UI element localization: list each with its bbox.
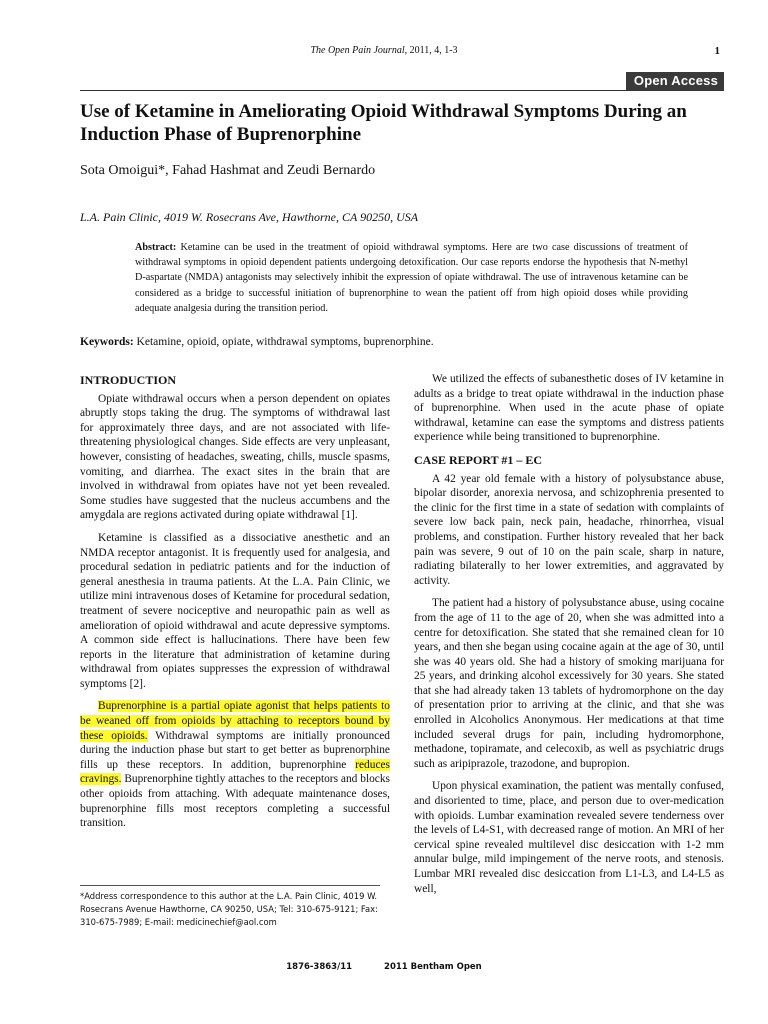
page-footer	[0, 962, 768, 972]
case-report-heading: CASE REPORT #1 – EC	[414, 452, 543, 467]
article-title: Use of Ketamine in Ameliorating Opioid Withdrawal Symptoms During an Induction Phase of Buprenorphine	[80, 101, 687, 145]
abstract-text: Ketamine can be used in the treatment of opioid withdrawal symptoms. Here are two case discussions of treatment of withdrawal symptoms in opioid dependent patients undergoing detoxification. Our case reports endorse the hypothesis that N-methyl D-aspartate (NMDA) antagonists may selectively inhibit the expression of opiate withdrawal. The use of intravenous ketamine can be considered as a bridge to successful initiation of buprenorphine to wean the patient off from high opioid doses while providing adequate analgesia during the transition period.	[135, 242, 688, 314]
highlighted-text: Buprenorphine is a partial opiate agonist that helps patients to be weaned off from opioids by attaching to receptors bound by these opioids.	[80, 700, 390, 742]
intro-paragraph-2: Ketamine is classified as a dissociative anesthetic and an NMDA receptor antagonist. It is frequently used for analgesia, and procedural sedation in pediatric patients and for the induction of general anesthesia in trauma patients. At the L.A. Pain Clinic, we utilize mini intravenous doses of Ketamine for procedural sedation, treatment of severe nociceptive and neuropathic pain as well as amelioration of opioid withdrawal and acute depressive symptoms. A common side effect is hallucinations. There have been few reports in the literature that administration of ketamine during withdrawal from opiates suppresses the expression of withdrawal symptoms [2].	[80, 531, 390, 690]
body-paragraph: We utilized the effects of subanesthetic doses of IV ketamine in adults as a bridge to treat opiate withdrawal in the induction phase of buprenorphine. When used in the acute phase of opiate withdrawal, ketamine can ease the symptoms and distress patients experience while being transitioned to buprenorphine.	[414, 373, 724, 444]
case-paragraph-2: The patient had a history of polysubstance abuse, using cocaine from the age of 11 to the age of 20, when she was admitted into a centre for detoxification. She stated that she remained clean for 10 years, and then she began using cocaine again at the age of 30, until she was 40 years old. She had a history of smoking marijuana for 25 years, and drinking alcohol excessively for 30 years. She stated that she had already taken 13 tablets of hydromorphone on the day of presentation prior to arriving at the clinic, and that she was enrolled in Alcoholics Anonymous. Her medications at that time included several drugs for pain, including hydromorphone, methadone, topiramate, and celecoxib, as well as psychiatric drugs such as aripiprazole, trazodone, and bupropion.	[414, 597, 724, 770]
keywords	[80, 336, 730, 348]
page-number: 1	[714, 45, 720, 57]
highlighted-text: reduces cravings.	[80, 758, 390, 786]
introduction-heading: INTRODUCTION	[80, 373, 177, 387]
case-paragraph-3: Upon physical examination, the patient was mentally confused, and disoriented to time, place, and person due to over-medication with opioids. Lumbar examination revealed severe tenderness over the levels of L4-S1, with decreased range of motion. An MRI of her cervical spine revealed multilevel disc desiccation with 1-2 mm annular bulge, mild impingement of the nerve roots, and stenosis. Lumbar MRI revealed disc desiccation from L1-L3, and L4-L5 as well,	[414, 780, 724, 895]
paragraph-text: Withdrawal symptoms are initially pronounced during the induction phase but start to get better as buprenorphine fills up these receptors. In addition, buprenorphine	[80, 729, 390, 771]
correspondence-footnote: *Address correspondence to this author at the L.A. Pain Clinic, 4019 W. Rosecrans Avenue Hawthorne, CA 90250, USA; Tel: 310-675-9121; Fax: 310-675-7989; E-mail: medicinechief@aol.com	[80, 891, 378, 927]
journal-name: The Open Pain Journal	[310, 45, 405, 56]
keywords-text: Ketamine, opioid, opiate, withdrawal symptoms, buprenorphine.	[133, 336, 434, 348]
right-column	[414, 372, 724, 904]
issn: 1876-3863/11	[286, 962, 353, 972]
abstract	[135, 240, 688, 316]
open-access-badge: Open Access	[626, 72, 724, 90]
affiliation: L.A. Pain Clinic, 4019 W. Rosecrans Ave, Hawthorne, CA 90250, USA	[80, 210, 419, 224]
running-head	[0, 45, 768, 56]
left-column	[80, 372, 390, 839]
intro-paragraph-1: Opiate withdrawal occurs when a person dependent on opiates abruptly stops taking the drug. The symptoms of withdrawal last for approximately three days, and are not associated with life-threatening physiological changes. Side effects are very unpleasant, however, consisting of headaches, sweating, chills, muscle spasms, vomiting, and diarrhea. The exact sites in the brain that are involved in withdrawal from opiates have not yet been revealed. Some studies have suggested that the nucleus accumbens and the amygdala are regions activated during opiate withdrawal [1].	[80, 392, 390, 522]
volume-info: , 2011, 4, 1-3	[404, 45, 458, 56]
header-rule	[80, 90, 724, 91]
abstract-label: Abstract:	[135, 242, 177, 253]
footnote-rule	[80, 885, 380, 886]
intro-paragraph-3	[80, 699, 390, 830]
authors: Sota Omoigui*, Fahad Hashmat and Zeudi Bernardo	[80, 163, 376, 178]
paragraph-text: Buprenorphine tightly attaches to the receptors and blocks other opioids from attaching. With adequate maintenance doses, buprenorphine fills most receptors completing a successful transition.	[80, 773, 390, 830]
publisher: 2011 Bentham Open	[384, 962, 482, 972]
case-paragraph-1: A 42 year old female with a history of polysubstance abuse, bipolar disorder, anorexia nervosa, and schizophrenia presented to the clinic for the first time in a state of sedation with complaints of severe low back pain, neck pain, headache, rhinorrhea, visual problems, and constipation. Further history revealed that her back pain was severe, 9 out of 10 on the pain scale, sharp in nature, radiating bilaterally to her lower extremities, and aggravated by activity.	[414, 472, 724, 587]
keywords-label: Keywords:	[80, 336, 134, 348]
